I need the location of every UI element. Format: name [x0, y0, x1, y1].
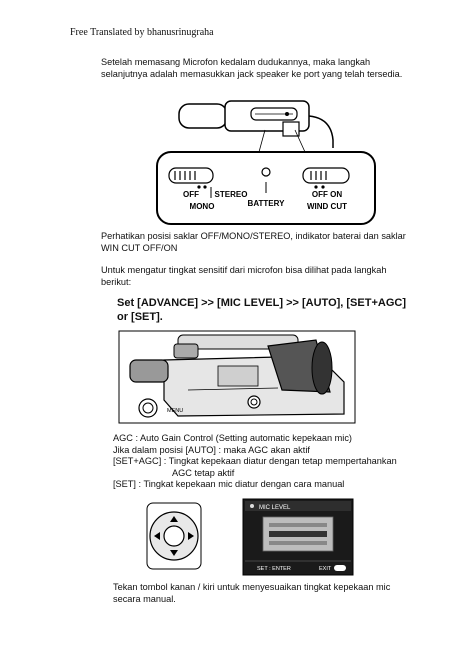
definition-set-agc: [SET+AGC] : Tingkat kepekaan diatur dengan tetap mempertahankan	[113, 456, 397, 466]
mic-foam-head	[179, 104, 227, 128]
microphone-switch-figure	[155, 92, 420, 230]
switch-stereo-label: STEREO	[214, 190, 248, 199]
translator-credit: Free Translated by bhanusrinugraha	[70, 27, 214, 38]
wind-cut-label: WIND CUT	[307, 202, 347, 211]
paragraph-line: WIN CUT OFF/ON	[101, 242, 178, 253]
paragraph-line: Tekan tombol kanan / kiri untuk menyesuaikan tingkat kepekaan mic	[113, 582, 391, 592]
switch-off-label: OFF	[183, 190, 199, 199]
menu-button-icon	[334, 565, 346, 571]
paragraph-adjust	[113, 582, 390, 605]
joystick-center	[164, 526, 184, 546]
menu-instruction	[117, 296, 406, 324]
paragraph-sensitivity	[101, 265, 386, 288]
camcorder-figure	[118, 330, 358, 425]
instruction-line: Set [ADVANCE] >> [MIC LEVEL] >> [AUTO], [SET+AGC]	[117, 297, 406, 309]
lcd-exit-label: EXIT	[319, 566, 332, 572]
paragraph-line: selanjutnya adalah memasukkan jack speaker ke port yang telah tersedia.	[101, 68, 403, 79]
battery-indicator	[262, 168, 270, 176]
definitions-block	[113, 433, 397, 491]
mic-cable	[309, 116, 333, 148]
mic-level-bar	[269, 531, 327, 537]
paragraph-line: Perhatikan posisi saklar OFF/MONO/STEREO, indikator baterai dan saklar	[101, 231, 406, 241]
paragraph-line: Setelah memasang Microfon kedalam dudukannya, maka langkah	[101, 57, 371, 67]
switch-mono-label: MONO	[189, 202, 215, 211]
menu-label: MENU	[167, 408, 184, 414]
mic-icon	[250, 504, 254, 508]
definition-set-agc-cont: AGC tetap aktif	[172, 467, 235, 478]
paragraph-line: secara manual.	[113, 593, 176, 604]
definition-set: [SET] : Tingkat kepekaan mic diatur dengan cara manual	[113, 479, 345, 489]
definition-auto: Jika dalam posisi [AUTO] : maka AGC akan aktif	[113, 444, 310, 455]
lcd-enter-label: SET : ENTER	[257, 566, 291, 572]
definition-agc: AGC : Auto Gain Control (Setting automatic kepekaan mic)	[113, 433, 352, 443]
lcd-title: MIC LEVEL	[259, 505, 291, 511]
paragraph-line: berikut:	[101, 276, 132, 287]
wind-cut-off-on-label: OFF ON	[311, 190, 343, 199]
camcorder-viewfinder	[130, 360, 168, 382]
mic-level-figure	[145, 497, 355, 577]
off-mono-stereo-switch	[169, 168, 213, 183]
paragraph-line: Untuk mengatur tingkat sensitif dari microfon bisa dilihat pada langkah	[101, 265, 387, 275]
paragraph-intro	[101, 57, 402, 80]
paragraph-switches	[101, 231, 406, 254]
battery-label: BATTERY	[247, 199, 285, 208]
instruction-line: or [SET].	[117, 311, 163, 323]
